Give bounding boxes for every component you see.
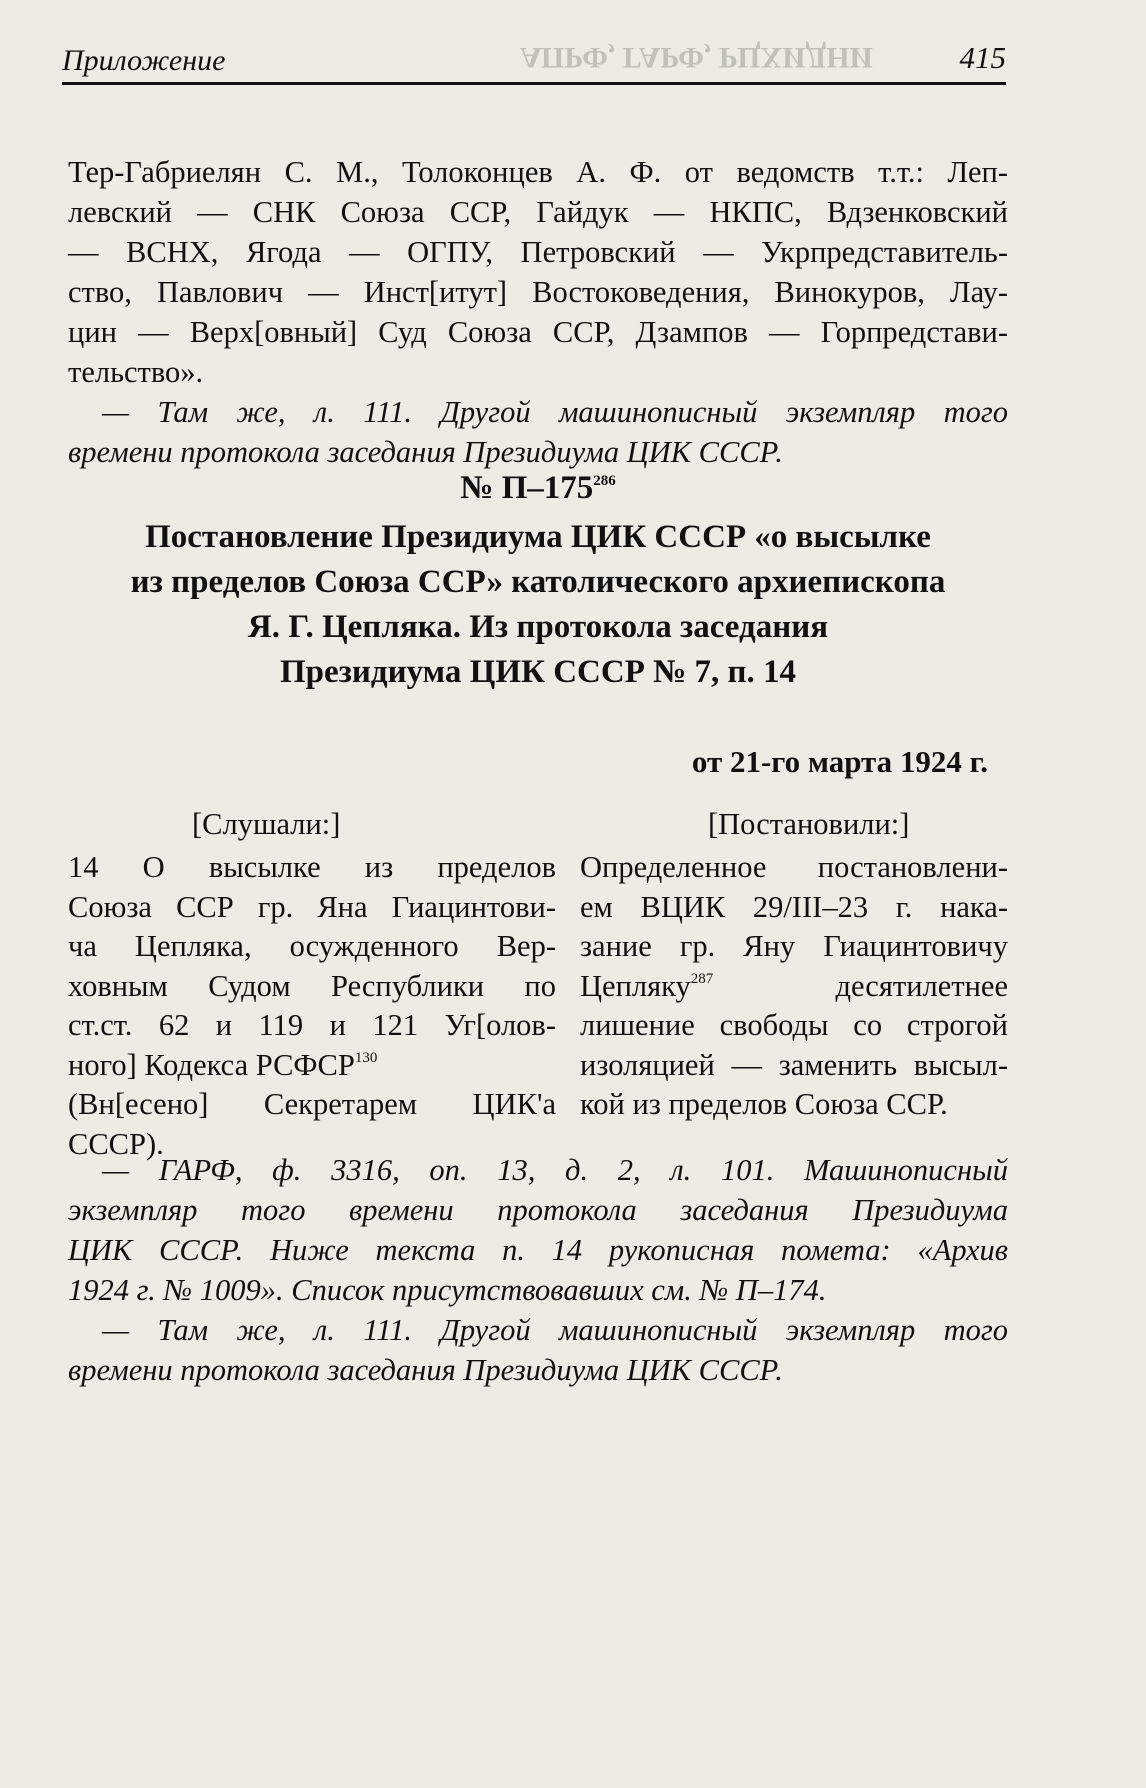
source-note <box>68 1150 1008 1310</box>
text-line: ча Цепляка, осужденного Вер- <box>68 929 556 963</box>
text-line: 1924 г. № 1009». Список присутствовавших см. № П–174. <box>68 1273 827 1307</box>
title-line: Постановление Президиума ЦИК СССР «о высылке <box>145 519 931 555</box>
text-line: (Вн[есено] Секретарем ЦИК'а <box>68 1087 556 1121</box>
text-line: Определенное постановлени- <box>580 850 1008 884</box>
text-line: цин — Верх[овный] Суд Союза ССР, Дзампов — Горпредстави- <box>68 315 1008 349</box>
running-header <box>62 38 1006 85</box>
text-line: СССР). <box>68 1126 164 1161</box>
document-number <box>68 468 1008 508</box>
heard-column <box>68 848 556 1164</box>
document-number-text: № П–175 <box>460 470 594 506</box>
text-line: ного] Кодекса РСФСР$^{130}$ <box>68 1047 378 1082</box>
text-line: 14 О высылке из пределов <box>68 850 556 884</box>
text-line: Союза ССР гр. Яна Гиацинтови- <box>68 889 556 924</box>
heard-heading: [Слушали:] <box>192 807 341 841</box>
intro-paragraph <box>68 152 1008 392</box>
text-line: — Там же, л. 111. Другой машинописный экземпляр того <box>102 395 1008 429</box>
text-line: — ГАРФ, ф. 3316, оп. 13, д. 2, л. 101. Машинописный <box>102 1153 1008 1187</box>
text-line: ем ВЦИК 29/III–23 г. нака- <box>580 889 1008 924</box>
text-line: времени протокола заседания Президиума ЦИК СССР. <box>68 1353 783 1387</box>
text-line: лишение свободы со строгой <box>580 1008 1008 1042</box>
text-line: — Там же, л. 111. Другой машинописный экземпляр того <box>102 1313 1008 1347</box>
text-line: зание гр. Яну Гиацинтовичу <box>580 929 1008 963</box>
text-line: кой из пределов Союза ССР. <box>580 1087 948 1121</box>
footnote-ref: 286 <box>593 473 616 489</box>
title-line: Я. Г. Цепляка. Из протокола заседания <box>247 609 829 645</box>
section-title: Приложение <box>62 44 226 77</box>
title-line: Президиума ЦИК СССР № 7, п. 14 <box>279 654 797 690</box>
text-line: ховным Судом Республики по <box>68 968 556 1003</box>
page-number: 415 <box>959 40 1006 75</box>
text-line: тельство». <box>68 355 204 389</box>
text-line: ст.ст. 62 и 119 и 121 Уг[олов- <box>68 1008 556 1042</box>
title-line: из пределов Союза ССР» католического архиепископа <box>130 564 946 600</box>
source-note <box>68 392 1008 472</box>
text-line: времени протокола заседания Президиума ЦИК СССР. <box>68 435 783 469</box>
text-line: левский — СНК Союза ССР, Гайдук — НКПС, Вдзенковский <box>68 195 1008 229</box>
text-line: ЦИК СССР. Ниже текста п. 14 рукописная помета: «Архив <box>68 1233 1008 1267</box>
source-note <box>68 1310 1008 1390</box>
text-line: экземпляр того времени протокола заседания Президиума <box>68 1193 1008 1227</box>
footnote-ref: 287 <box>690 970 714 987</box>
decided-column <box>580 848 1008 1125</box>
text-line: Тер-Габриелян С. М., Толоконцев А. Ф. от ведомств т.т.: Леп- <box>68 155 1008 189</box>
text-line: изоляцией — заменить высыл- <box>580 1047 1008 1082</box>
text-line: Цепляку$^{287}$ десятилетнее <box>580 968 1008 1003</box>
document-date: от 21-го марта 1924 г. <box>691 744 988 779</box>
decided-heading: [Постановили:] <box>708 807 910 841</box>
text-line: ство, Павлович — Инст[итут] Востоковедения, Винокуров, Лау- <box>68 275 1008 309</box>
text-line: — ВСНХ, Ягода — ОГПУ, Петровский — Укрпредставитель- <box>68 235 1008 269</box>
bleed-through-header: АПРФ, ГАРФ, РЦХИДНИ <box>520 41 873 74</box>
document-number-block <box>68 468 1008 514</box>
footnote-ref: 130 <box>354 1049 378 1066</box>
document-title <box>68 515 1008 695</box>
